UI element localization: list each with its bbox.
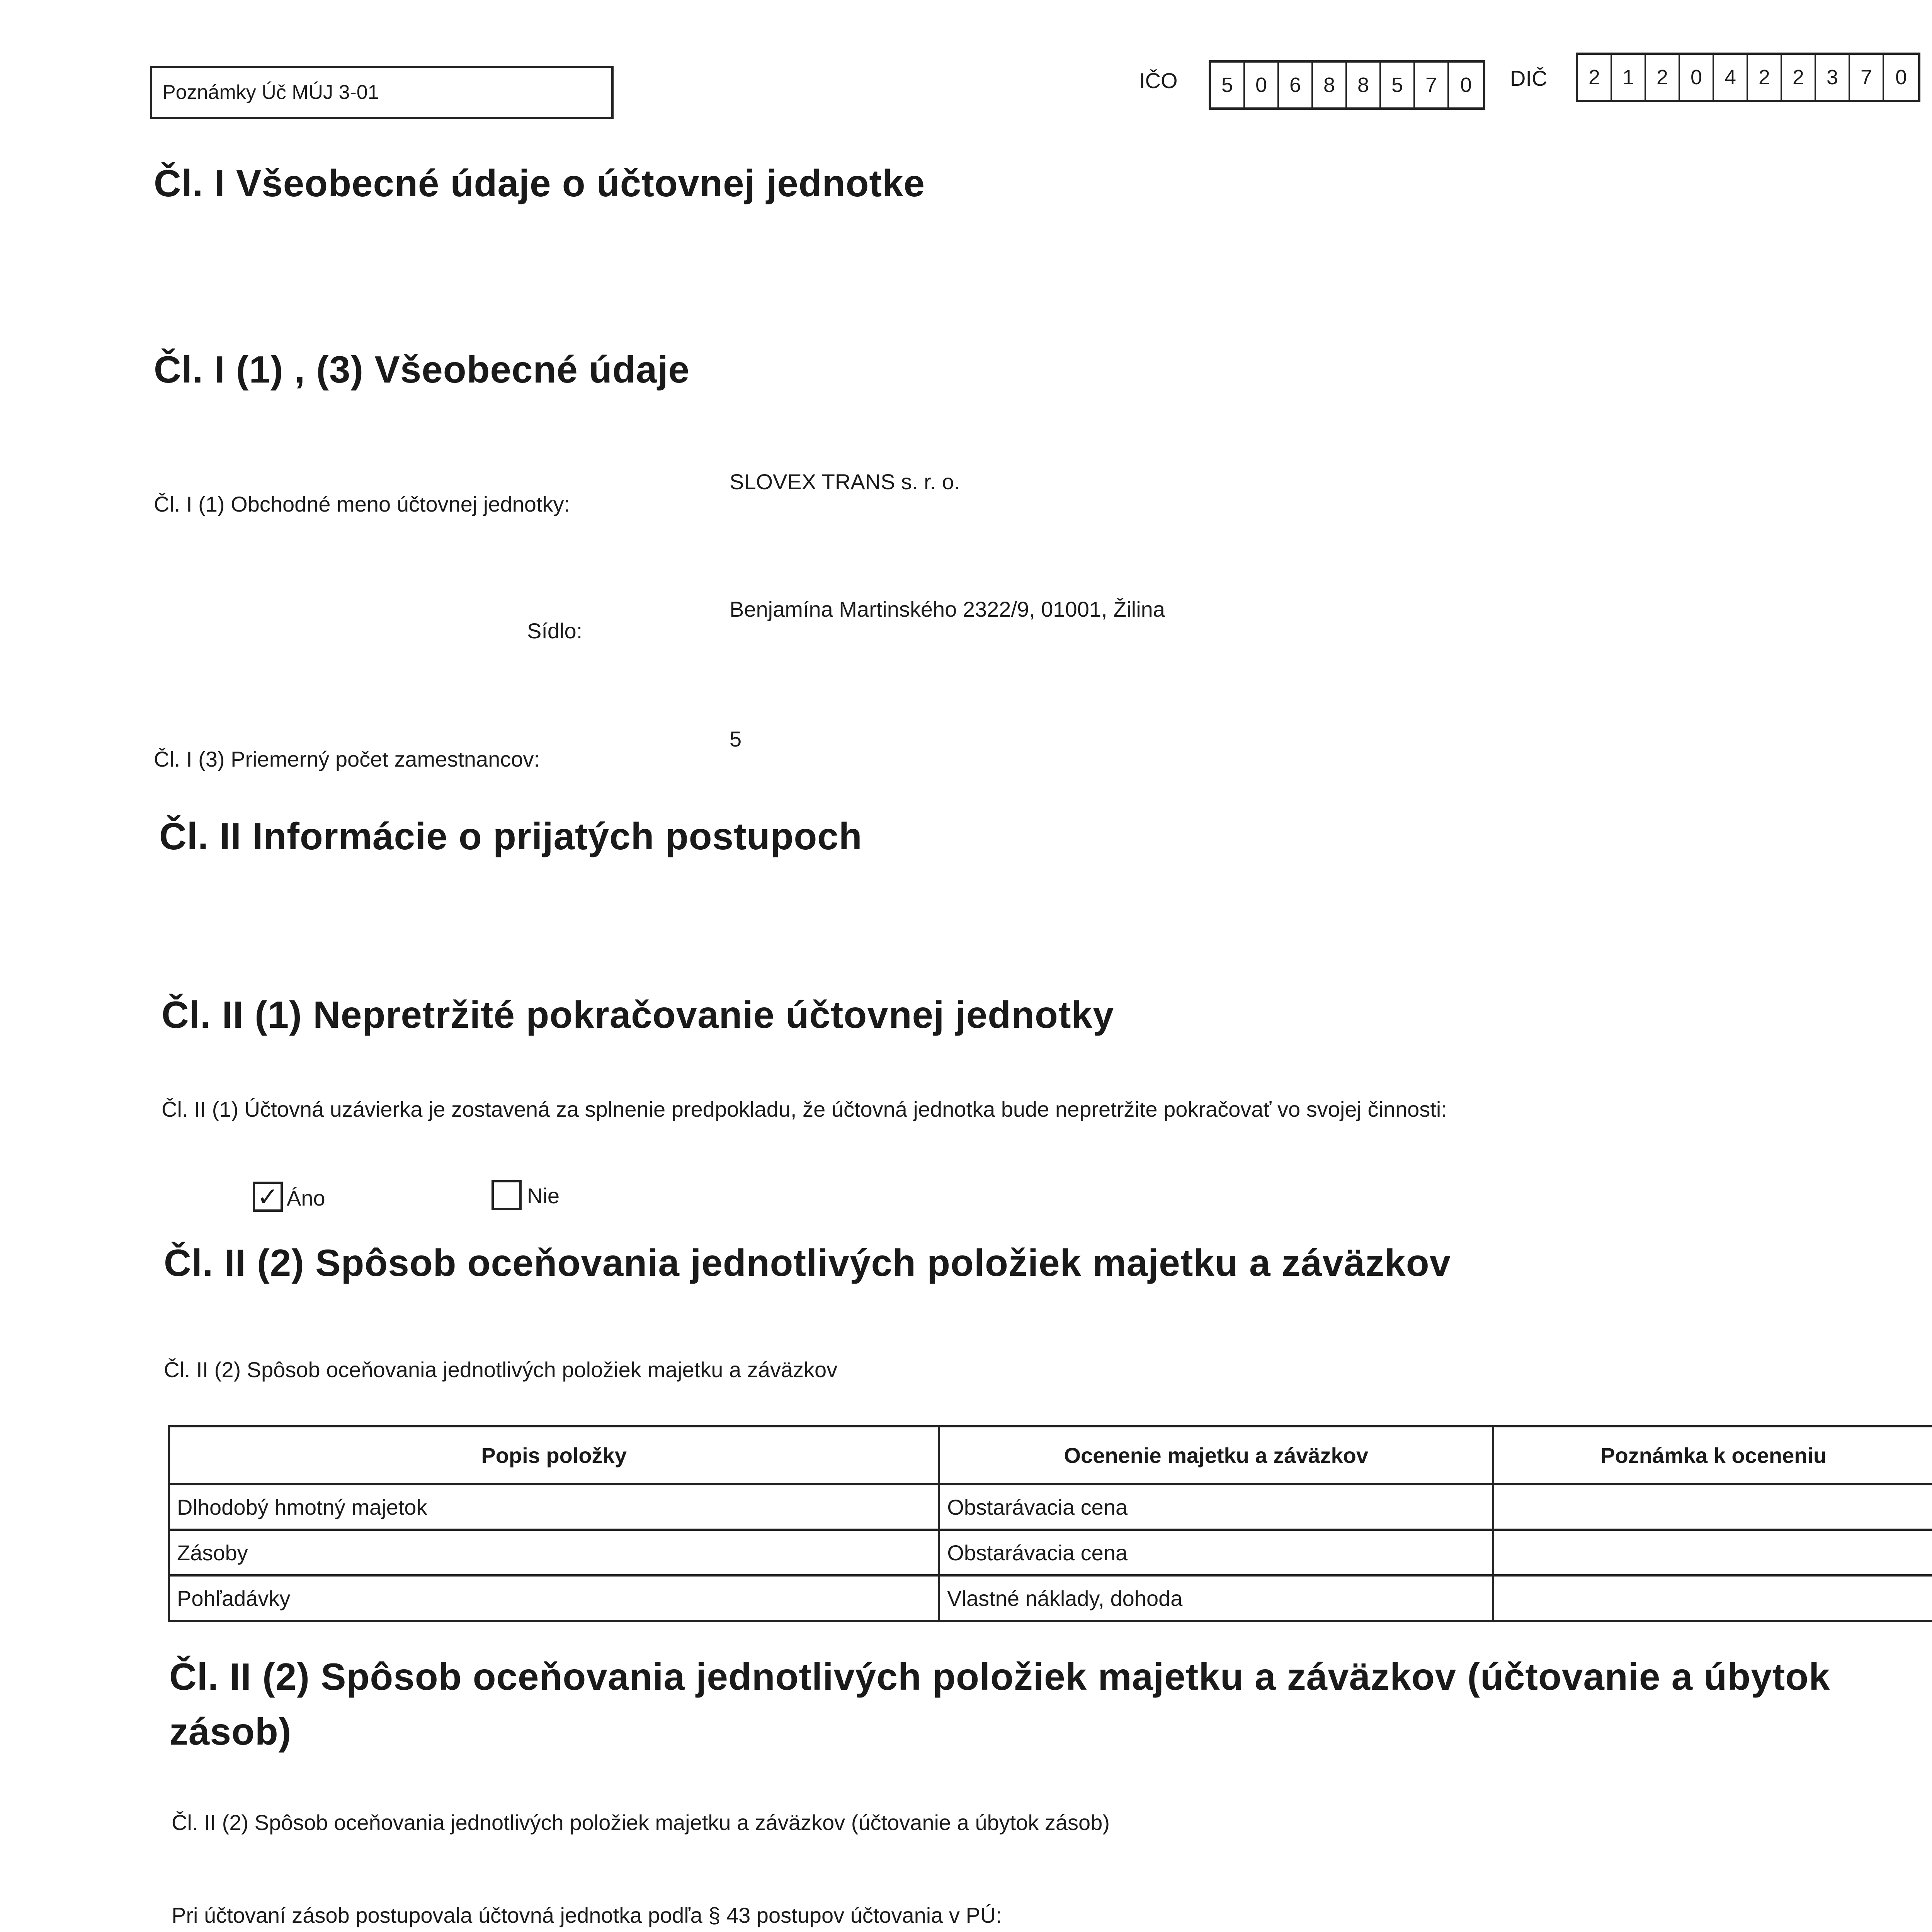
row-valuation: Obstarávacia cena	[939, 1530, 1493, 1575]
row-note	[1493, 1530, 1932, 1575]
ico-digit: 0	[1460, 73, 1472, 97]
row-valuation: Obstarávacia cena	[939, 1484, 1493, 1530]
checkmark-icon: ✓	[257, 1182, 279, 1211]
table-header-row	[169, 1426, 1932, 1484]
ico-digit: 8	[1313, 63, 1347, 107]
table-row	[169, 1484, 1932, 1530]
row-note	[1493, 1575, 1932, 1621]
ico-digits	[1209, 60, 1485, 110]
company-name-label: Čl. I (1) Obchodné meno účtovnej jednotky:	[154, 492, 570, 516]
row-note	[1493, 1484, 1932, 1530]
ico-digit: 5	[1381, 63, 1415, 107]
method-question: Pri účtovaní zásob postupovala účtovná jednotka podľa § 43 postupov účtovania v PÚ:	[172, 1903, 1002, 1927]
dic-digit: 2	[1578, 55, 1612, 100]
valuation-text: Čl. II (2) Spôsob oceňovania jednotlivých položiek majetku a záväzkov	[164, 1357, 838, 1382]
inventory-title: Čl. II (2) Spôsob oceňovania jednotlivých položiek majetku a záväzkov (účtovanie a úbytok zásob)	[169, 1655, 1830, 1753]
row-valuation: Vlastné náklady, dohoda	[939, 1575, 1493, 1621]
table-row	[169, 1575, 1932, 1621]
header-note: Poznámka k oceneniu	[1493, 1426, 1932, 1484]
header-description: Popis položky	[169, 1426, 939, 1484]
continuity-text: Čl. II (1) Účtovná uzávierka je zostavená za splnenie predpokladu, že účtovná jednotka bude nepretržite pokračovať vo svojej činnosti:	[162, 1097, 1447, 1121]
dic-digit: 2	[1748, 55, 1782, 100]
seat-label: Sídlo:	[527, 619, 583, 643]
yes-checkbox[interactable]	[253, 1182, 283, 1212]
dic-label: DIČ	[1510, 66, 1548, 90]
form-code-box: Poznámky Úč MÚJ 3-01	[150, 66, 614, 119]
company-name-value: SLOVEX TRANS s. r. o.	[730, 469, 960, 494]
valuation-title: Čl. II (2) Spôsob oceňovania jednotlivých položiek majetku a záväzkov	[164, 1242, 1451, 1284]
dic-digit: 0	[1680, 55, 1714, 100]
row-description: Zásoby	[169, 1530, 939, 1575]
no-label: Nie	[527, 1184, 560, 1208]
ico-digit: 0	[1245, 63, 1279, 107]
section-2-title: Čl. II Informácie o prijatých postupoch	[159, 815, 862, 857]
dic-digit: 0	[1895, 66, 1907, 89]
continuity-title: Čl. II (1) Nepretržité pokračovanie účtovnej jednotky	[162, 993, 1114, 1036]
dic-digit: 2	[1782, 55, 1816, 100]
valuation-table	[168, 1425, 1932, 1622]
table-row	[169, 1530, 1932, 1575]
dic-digit: 7	[1850, 55, 1884, 100]
row-description: Dlhodobý hmotný majetok	[169, 1484, 939, 1530]
dic-digit: 3	[1816, 55, 1850, 100]
no-checkbox[interactable]	[492, 1180, 522, 1210]
seat-value: Benjamína Martinského 2322/9, 01001, Žilina	[730, 597, 1165, 621]
dic-digit: 2	[1646, 55, 1680, 100]
ico-digit: 7	[1415, 63, 1449, 107]
ico-digit: 6	[1279, 63, 1313, 107]
row-description: Pohľadávky	[169, 1575, 939, 1621]
employees-value: 5	[730, 727, 742, 751]
ico-label: IČO	[1139, 68, 1178, 93]
inventory-text: Čl. II (2) Spôsob oceňovania jednotlivých položiek majetku a záväzkov (účtovanie a úbytok zásob)	[172, 1810, 1110, 1835]
section-1-title: Čl. I Všeobecné údaje o účtovnej jednotke	[154, 162, 925, 204]
employees-label: Čl. I (3) Priemerný počet zamestnancov:	[154, 747, 540, 771]
yes-label: Áno	[287, 1186, 325, 1210]
header-valuation: Ocenenie majetku a záväzkov	[939, 1426, 1493, 1484]
ico-digit: 8	[1347, 63, 1381, 107]
dic-digits	[1576, 53, 1920, 102]
dic-digit: 1	[1612, 55, 1646, 100]
ico-digit: 5	[1211, 63, 1245, 107]
section-1-subtitle: Čl. I (1) , (3) Všeobecné údaje	[154, 348, 690, 391]
dic-digit: 4	[1714, 55, 1748, 100]
